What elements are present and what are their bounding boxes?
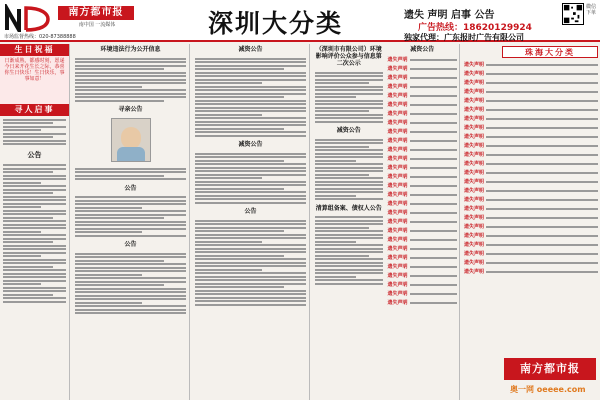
list-item: 遗失声明	[386, 154, 460, 163]
list-item: 遗失声明	[462, 159, 600, 168]
child-photo	[111, 118, 151, 162]
list-item: 遗失声明	[462, 87, 600, 96]
list-item: 遗失声明	[386, 271, 460, 280]
logo-slogan: 南中国 一流媒体	[78, 22, 116, 28]
text-block	[192, 217, 309, 308]
logo-badge: 南方都市报	[58, 6, 134, 20]
column-c	[192, 44, 310, 400]
list-item: 遗失声明	[462, 177, 600, 186]
text-block	[312, 214, 386, 288]
grow-header: 寻人启事	[0, 104, 69, 116]
list-item: 遗失声明	[386, 253, 460, 262]
notice-heading: 减资公告	[238, 46, 263, 53]
list-item: 遗失声明	[462, 240, 600, 249]
notice-heading: 公告	[27, 150, 42, 159]
list-item: 遗失声明	[386, 262, 460, 271]
notice-heading: （深圳市有限公司）环境影响评价公众参与信息第二次公示	[315, 46, 382, 67]
list-item: 遗失声明	[386, 217, 460, 226]
list-item: 遗失声明	[386, 190, 460, 199]
list-item: 遗失声明	[386, 226, 460, 235]
list-item: 遗失声明	[386, 82, 460, 91]
lost-notices-list	[386, 55, 460, 307]
lost-notices-list	[462, 60, 600, 276]
exclusive-agent: 独家代理：广东报时广告有限公司	[404, 33, 524, 42]
text-block	[72, 55, 189, 104]
footer-logo: 南方都市报	[504, 358, 596, 380]
text-block	[312, 69, 386, 125]
notice-heading: 环境违法行为公开信息	[100, 46, 161, 53]
text-block	[72, 165, 189, 183]
birthday-text: 日渐成熟，都感时刻，愿递今日来开花生长之际，恭喜你生日快乐！生日快乐，事事如意！	[0, 56, 69, 104]
notice-heading: 清算组备案、债权人公告	[315, 204, 382, 212]
text-block	[72, 194, 189, 240]
qr-caption: 微信下单	[586, 4, 597, 16]
list-item: 遗失声明	[386, 208, 460, 217]
column-b	[72, 44, 190, 400]
list-item: 遗失声明	[386, 280, 460, 289]
list-item: 遗失声明	[462, 114, 600, 123]
zhuhai-banner: 珠海大分类	[502, 46, 598, 58]
list-item: 遗失声明	[386, 73, 460, 82]
list-item: 遗失声明	[386, 100, 460, 109]
column-a	[0, 44, 70, 400]
notice-heading: 寻亲公告	[118, 106, 143, 113]
list-item: 遗失声明	[386, 127, 460, 136]
site-watermark: 奥一网 oeeee.com	[510, 385, 586, 394]
list-item: 遗失声明	[462, 213, 600, 222]
list-item: 遗失声明	[462, 132, 600, 141]
text-block	[0, 162, 69, 306]
qr-code-icon[interactable]	[562, 3, 584, 25]
text-block	[192, 55, 309, 139]
list-item: 遗失声明	[386, 118, 460, 127]
list-item: 遗失声明	[462, 105, 600, 114]
ad-hotline: 广告热线：18620129924	[418, 23, 532, 33]
text-block	[192, 150, 309, 206]
list-item: 遗失声明	[462, 123, 600, 132]
notice-types: 遗失 声明 启事 公告	[404, 10, 495, 21]
list-item: 遗失声明	[462, 249, 600, 258]
column-d	[312, 44, 460, 400]
list-item: 遗失声明	[462, 78, 600, 87]
list-item: 遗失声明	[462, 150, 600, 159]
notice-heading: 公告	[244, 208, 257, 215]
list-item: 遗失声明	[386, 109, 460, 118]
list-item: 遗失声明	[386, 55, 460, 64]
list-item: 遗失声明	[462, 267, 600, 276]
list-item: 遗失声明	[386, 199, 460, 208]
list-item: 遗失声明	[462, 96, 600, 105]
birthday-header: 生日祝福	[0, 44, 69, 56]
list-item: 遗失声明	[386, 289, 460, 298]
text-block	[72, 250, 189, 317]
list-item: 遗失声明	[386, 91, 460, 100]
page-title: 深圳大分类	[208, 9, 344, 38]
notice-heading: 公告	[124, 241, 137, 248]
list-item: 遗失声明	[386, 244, 460, 253]
list-item: 遗失声明	[462, 60, 600, 69]
hotline-label: 市场监督热线：020-87388888	[4, 34, 76, 40]
notice-heading: 公告	[124, 184, 137, 192]
list-item: 遗失声明	[462, 168, 600, 177]
list-item: 遗失声明	[386, 172, 460, 181]
list-item: 遗失声明	[386, 235, 460, 244]
list-item: 遗失声明	[386, 64, 460, 73]
list-item: 遗失声明	[386, 136, 460, 145]
list-item: 遗失声明	[462, 69, 600, 78]
list-item: 遗失声明	[462, 258, 600, 267]
list-item: 遗失声明	[386, 163, 460, 172]
text-block	[0, 116, 69, 148]
list-item: 遗失声明	[462, 204, 600, 213]
list-item: 遗失声明	[462, 186, 600, 195]
column-e	[462, 44, 600, 400]
list-item: 遗失声明	[462, 231, 600, 240]
masthead	[0, 0, 600, 42]
notice-heading: 减资公告	[336, 127, 361, 134]
list-item: 遗失声明	[386, 145, 460, 154]
notice-heading: 减资公告	[410, 46, 435, 53]
notice-heading: 减资公告	[238, 141, 263, 148]
text-block	[312, 136, 386, 203]
nd-logo-icon	[4, 4, 56, 32]
list-item: 遗失声明	[386, 181, 460, 190]
list-item: 遗失声明	[462, 141, 600, 150]
list-item: 遗失声明	[462, 195, 600, 204]
list-item: 遗失声明	[386, 298, 460, 307]
list-item: 遗失声明	[462, 222, 600, 231]
